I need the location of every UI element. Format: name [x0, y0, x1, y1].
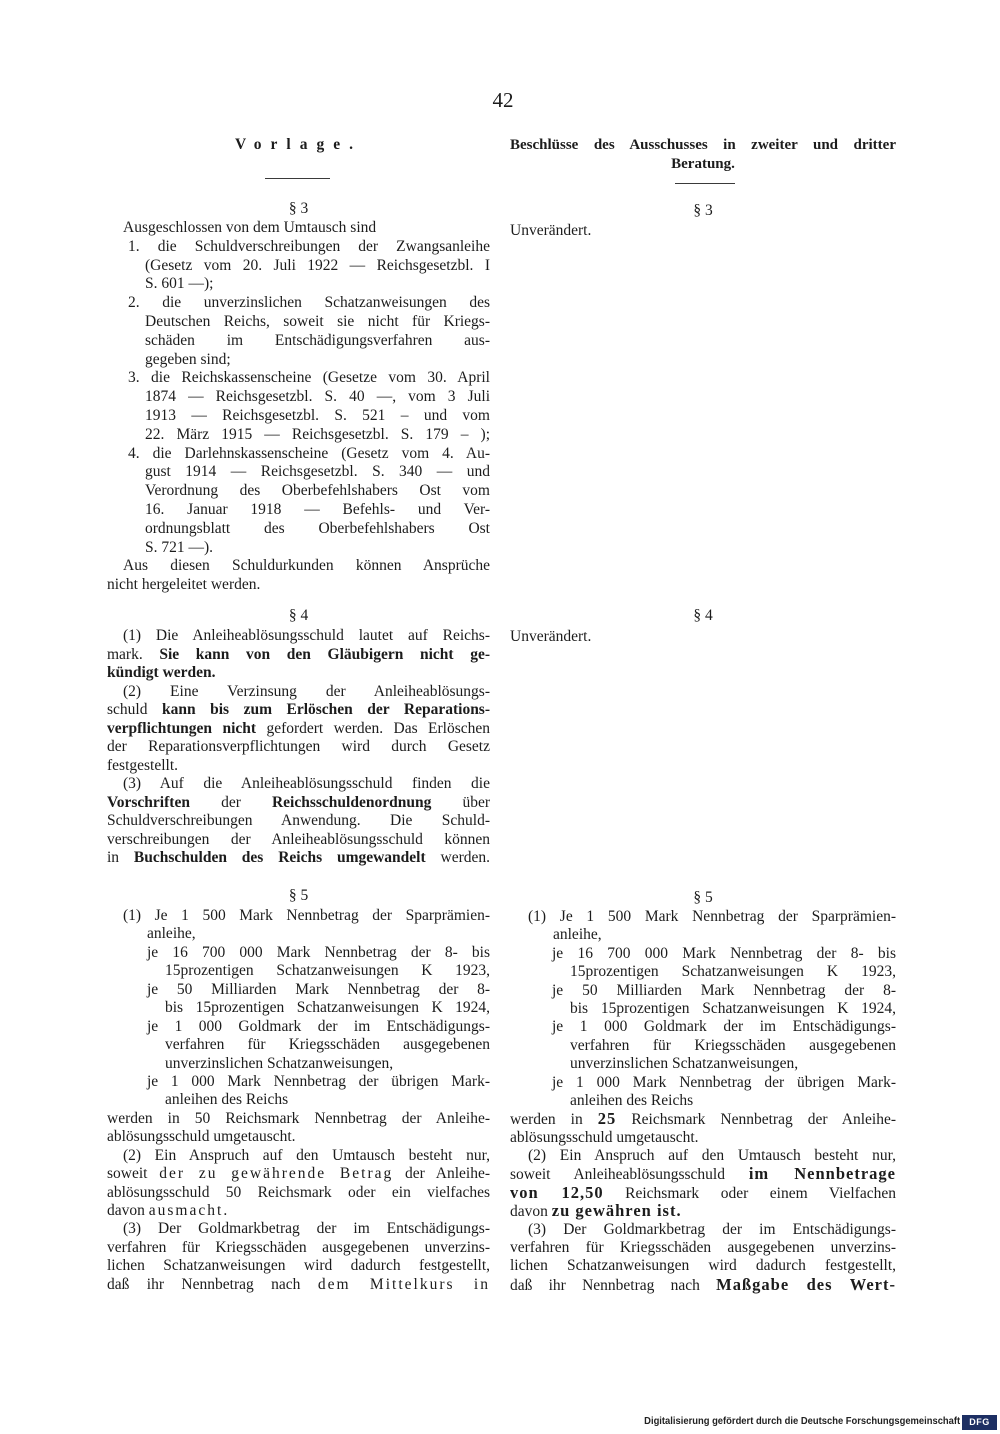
bold-text: Maßgabe des Wert-	[716, 1275, 896, 1294]
text-line: anleihe,	[147, 925, 196, 943]
left-column-header: Vorlage.	[235, 136, 362, 153]
text-line: (3) Auf die Anleiheablösungsschuld finden die	[123, 775, 490, 792]
text-line: je 50 Milliarden Mark Nennbetrag der 8-	[147, 980, 490, 998]
text-line: ablösungsschuld umgetauscht.	[107, 1128, 296, 1146]
text-line: 1. die Schuldverschreibungen der Zwangsanleihe	[128, 237, 490, 255]
bold-text: 25	[597, 1110, 617, 1129]
text-line: (2) Ein Anspruch auf den Umtausch besteht nur,	[528, 1147, 896, 1165]
left-section-4-heading: § 4	[288, 607, 309, 624]
text-line: S. 721 —).	[145, 538, 214, 556]
text-line: (1) Die Anleiheablösungsschuld lautet auf Reichs-	[123, 627, 490, 644]
text-line: 1913 — Reichsgesetzbl. S. 521 – und vom	[145, 406, 490, 424]
text-line	[510, 1165, 896, 1183]
text-segment: der Anleihe-	[393, 1165, 490, 1183]
text-line: verfahren für Kriegsschäden ausgegebenen unverzins-	[510, 1239, 896, 1257]
bold-text: kann bis zum Erlöschen der Reparations-	[161, 701, 490, 718]
left-section-3-body	[107, 219, 490, 595]
text-line: gegeben sind;	[145, 350, 231, 368]
dfg-logo-text: DFG	[969, 1417, 990, 1427]
right-section-4-heading: § 4	[693, 607, 713, 624]
text-line: Deutschen Reichs, soweit sie nicht für Kriegs-	[145, 312, 490, 330]
text-line	[510, 1202, 896, 1220]
right-column-header	[510, 136, 896, 174]
text-line	[107, 720, 490, 739]
page-number: 42	[492, 88, 514, 112]
text-segment: .	[223, 1202, 228, 1219]
text-segment: Reichsmark oder einem Vielfachen	[603, 1184, 896, 1202]
text-line: (2) Ein Anspruch auf den Umtausch besteht nur,	[123, 1146, 490, 1164]
text-line: Verordnung des Oberbefehlshabers Ost vom	[145, 482, 490, 500]
text-line: S. 601 —);	[145, 275, 214, 293]
text-line: 22. März 1915 — Reichsgesetzbl. S. 179 – );	[145, 425, 490, 443]
right-section-5-body	[510, 908, 896, 1294]
text-line	[107, 701, 490, 720]
text-line: je 1 000 Mark Nennbetrag der übrigen Mark-	[147, 1072, 490, 1090]
bold-text: Sie kann von den Gläubigern nicht ge-	[159, 645, 490, 663]
text-segment: davon	[510, 1203, 552, 1221]
text-line	[510, 1184, 896, 1202]
digitization-credit: Digitalisierung gefördert durch die Deutsche Forschungsgemeinschaft	[643, 1416, 960, 1427]
text-segment: schuld	[107, 701, 162, 718]
bold-text: Vorschriften	[107, 793, 190, 811]
right-section-3-body	[510, 221, 896, 240]
text-line: gust 1914 — Reichsgesetzbl. S. 340 — und	[145, 463, 490, 481]
text-line	[510, 1276, 896, 1294]
text-line: Ausgeschlossen von dem Umtausch sind	[123, 219, 377, 236]
text-line: lichen Schatzanweisungen wird dadurch festgestellt,	[107, 1257, 490, 1275]
text-line	[510, 1110, 896, 1128]
text-segment: über	[431, 793, 490, 811]
text-segment: der	[189, 793, 272, 811]
dfg-logo	[962, 1415, 997, 1430]
text-line: 16. Januar 1918 — Befehls- und Ver-	[145, 500, 490, 518]
text-segment: werden.	[425, 849, 490, 866]
text-line: verfahren für Kriegsschäden ausgegebenen	[165, 1036, 490, 1054]
text-segment: daß ihr Nennbetrag nach	[510, 1276, 717, 1294]
text-line: der Reparationsverpflichtungen wird durch Gesetz	[107, 738, 490, 755]
text-line: ablösungsschuld 50 Reichsmark oder ein vielfaches	[107, 1183, 490, 1201]
spaced-text: ausmacht	[148, 1202, 224, 1219]
text-segment: mark.	[107, 645, 160, 663]
bold-text: von 12,50	[510, 1183, 604, 1202]
right-section-3-heading: § 3	[693, 202, 713, 219]
text-line	[107, 849, 490, 868]
text-line: 15prozentigen Schatzanweisungen K 1923,	[165, 962, 490, 980]
text-line: (3) Der Goldmarkbetrag der im Entschädigungs-	[123, 1220, 490, 1238]
text-line	[107, 1165, 490, 1183]
text-line: ablösungsschuld umgetauscht.	[510, 1128, 699, 1146]
text-line: anleihen des Reichs	[570, 1091, 694, 1109]
text-line: Schuldverschreibungen Anwendung. Die Schuld-	[107, 812, 490, 829]
left-section-3-heading: § 3	[288, 200, 309, 217]
right-section-4-body	[510, 627, 896, 646]
bold-text: Reichsschuldenordnung	[271, 793, 432, 811]
text-line: nicht hergeleitet werden.	[107, 576, 261, 594]
text-segment: Reichsmark Nennbetrag der Anleihe-	[616, 1111, 896, 1129]
right-section-5-heading: § 5	[693, 889, 713, 906]
text-line: unverzinslichen Schatzanweisungen,	[165, 1054, 394, 1072]
text-line	[107, 1202, 490, 1220]
text-line: festgestellt.	[107, 756, 179, 774]
text-line	[107, 1276, 490, 1294]
text-line: Beratung.	[671, 156, 735, 172]
text-line: (2) Eine Verzinsung der Anleiheablösungs-	[123, 682, 490, 700]
text-line: je 16 700 000 Mark Nennbetrag der 8- bis	[552, 944, 896, 962]
text-line: ordnungsblatt des Oberbefehlshabers Ost	[145, 519, 490, 537]
text-line: bis 15prozentigen Schatzanweisungen K 1924,	[165, 999, 490, 1017]
spaced-text: dem Mittelkurs in	[317, 1275, 490, 1293]
left-section-4-body	[107, 627, 490, 868]
text-line: je 1 000 Goldmark der im Entschädigungs-	[552, 1018, 896, 1036]
text-line: werden in 50 Reichsmark Nennbetrag der Anleihe-	[107, 1109, 490, 1127]
text-segment: soweit Anleiheablösungsschuld	[510, 1166, 749, 1184]
text-line	[107, 646, 490, 665]
text-line: (1) Je 1 500 Mark Nennbetrag der Sparprämien-	[123, 907, 490, 924]
text-line: 15prozentigen Schatzanweisungen K 1923,	[570, 963, 896, 981]
bold-text: Buchschulden des Reichs umgewandelt	[133, 849, 426, 866]
text-line: (1) Je 1 500 Mark Nennbetrag der Sparprämien-	[528, 908, 896, 925]
text-line: anleihe,	[553, 926, 602, 944]
text-segment: in	[107, 849, 134, 866]
text-segment: daß ihr Nennbetrag nach	[107, 1275, 318, 1293]
text-line: je 50 Milliarden Mark Nennbetrag der 8-	[552, 981, 896, 999]
text-segment: gefordert werden. Das Erlöschen	[256, 719, 490, 737]
bold-text: im Nennbetrage	[748, 1165, 896, 1184]
text-line: verfahren für Kriegsschäden ausgegebenen unverzins-	[107, 1238, 490, 1256]
text-line: unverzinslichen Schatzanweisungen,	[570, 1055, 799, 1073]
text-line: verschreibungen der Anleiheablösungsschuld können	[107, 830, 490, 848]
text-line: Beschlüsse des Ausschusses in zweiter und dritter	[510, 137, 896, 153]
text-line: 1874 — Reichsgesetzbl. S. 40 —, vom 3 Juli	[145, 388, 490, 406]
text-line: schäden im Entschädigungsverfahren aus-	[145, 331, 490, 349]
right-header-rule	[675, 183, 735, 184]
text-line: lichen Schatzanweisungen wird dadurch festgestellt,	[510, 1257, 896, 1275]
text-line: anleihen des Reichs	[165, 1091, 289, 1109]
bold-text: zu gewähren ist.	[551, 1202, 682, 1221]
text-line: 2. die unverzinslichen Schatzanweisungen des	[128, 294, 490, 312]
text-line: 4. die Darlehnskassenscheine (Gesetz vom 4. Au-	[128, 444, 490, 462]
text-segment: soweit	[107, 1165, 160, 1183]
text-line: (Gesetz vom 20. Juli 1922 — Reichsgesetzbl. I	[145, 256, 490, 274]
text-line: kündigt werden.	[107, 664, 216, 681]
text-line: Aus diesen Schuldurkunden können Ansprüche	[123, 557, 490, 575]
left-section-5-body	[107, 907, 490, 1294]
text-line: verfahren für Kriegsschäden ausgegebenen	[570, 1036, 896, 1054]
spaced-text: der zu gewährende Betrag	[159, 1165, 394, 1183]
text-segment: werden in	[510, 1111, 598, 1129]
text-line: bis 15prozentigen Schatzanweisungen K 1924,	[570, 999, 896, 1017]
text-line	[107, 794, 490, 813]
text-line: je 1 000 Mark Nennbetrag der übrigen Mark-	[552, 1073, 896, 1091]
text-line: je 16 700 000 Mark Nennbetrag der 8- bis	[147, 943, 490, 961]
left-section-5-heading: § 5	[288, 887, 309, 904]
text-line: (3) Der Goldmarkbetrag der im Entschädigungs-	[528, 1220, 896, 1238]
unchanged-note: Unverändert.	[510, 222, 592, 239]
text-segment: davon	[107, 1202, 149, 1219]
text-line: je 1 000 Goldmark der im Entschädigungs-	[147, 1017, 490, 1035]
bold-text: verpflichtungen nicht	[107, 719, 257, 737]
text-line: 3. die Reichskassenscheine (Gesetze vom 30. April	[128, 369, 490, 387]
unchanged-note: Unverändert.	[510, 628, 592, 645]
left-header-rule	[265, 178, 330, 179]
